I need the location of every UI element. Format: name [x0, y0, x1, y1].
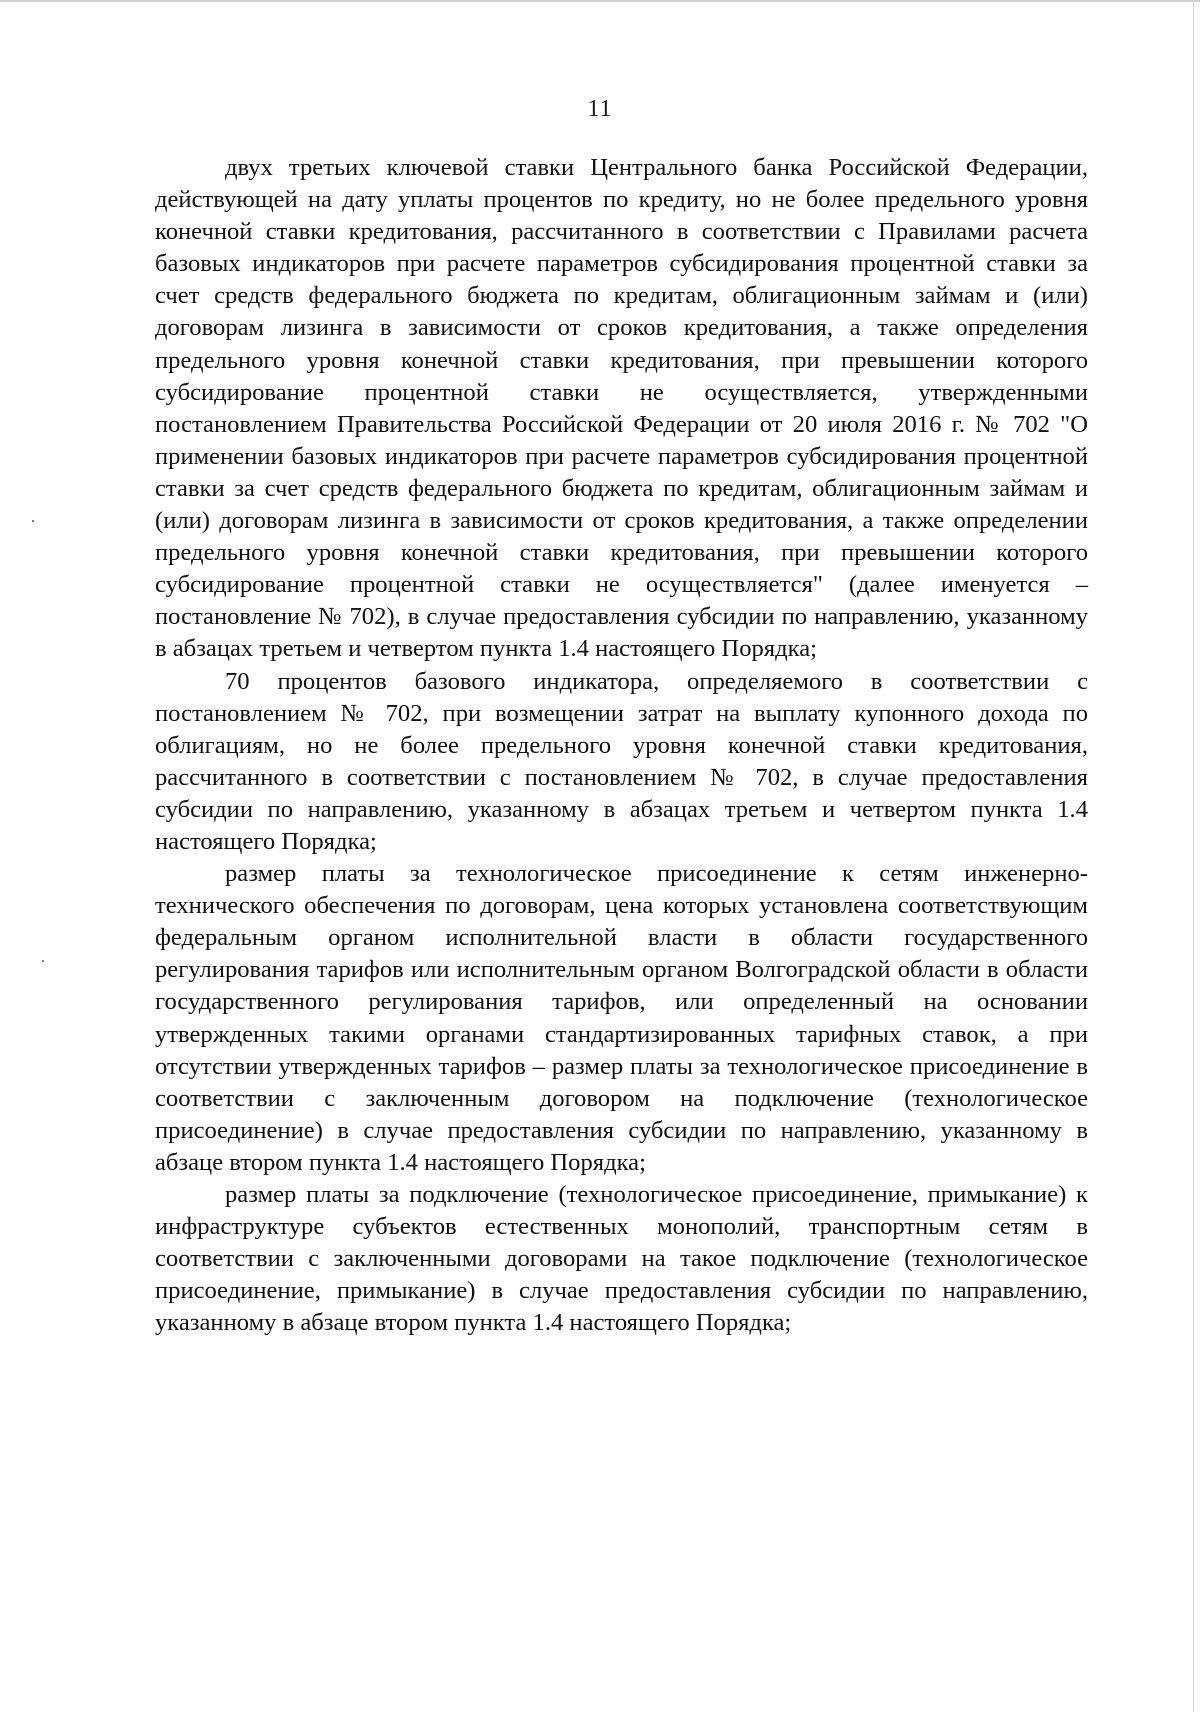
scan-speck [42, 960, 44, 962]
scan-top-edge [0, 0, 1200, 2]
paragraph-infrastructure-connection: размер платы за подключение (технологическое присоединение, примыкание) к инфраструктуре субъектов естественных монополий, транспортным сетям в соответствии с заключенными договорами на такое подключение (технологическое присоединение, примыкание) в случае предоставления субсидии по направлению, указанному в абзаце втором пункта 1.4 настоящего Порядка; [155, 1181, 1088, 1337]
page-number: 11 [587, 96, 613, 122]
paragraph-technological-connection: размер платы за технологическое присоединение к сетям инженерно-технического обеспечения по договорам, цена которых установлена соответствующим федеральным органом исполнительной власти в области государственного регулирования тарифов или исполнительным органом Волгоградской области в области государственного регулирования тарифов, или определенный на основании утвержденных такими органами стандартизированных тарифных ставок, а при отсутствии утвержденных тарифов – размер платы за технологическое присоединение в соответствии с заключенным договором на подключение (технологическое присоединение) в случае предоставления субсидии по направлению, указанному в абзаце втором пункта 1.4 настоящего Порядка; [155, 860, 1088, 1176]
paragraph-coupon-income: 70 процентов базового индикатора, определяемого в соответствии с постановлением № 702, при возмещении затрат на выплату купонного дохода по облигациям, но не более предельного уровня конечной ставки кредитования, рассчитанного в соответствии с постановлением № 702, в случае предоставления субсидии по направлению, указанному в абзацах третьем и четвертом пункта 1.4 настоящего Порядка; [155, 667, 1088, 855]
scan-right-edge [1193, 0, 1194, 1712]
document-body [155, 152, 1088, 1339]
scan-speck [32, 520, 34, 522]
paragraph-base-rate: двух третьих ключевой ставки Центрального банка Российской Федерации, действующей на дату уплаты процентов по кредиту, но не более предельного уровня конечной ставки кредитования, рассчитанного в соответствии с Правилами расчета базовых индикаторов при расчете параметров субсидирования процентной ставки за счет средств федерального бюджета по кредитам, облигационным займам и (или) договорам лизинга в зависимости от сроков кредитования, а также определения предельного уровня конечной ставки кредитования, при превышении которого субсидирование процентной ставки не осуществляется, утвержденными постановлением Правительства Российской Федерации от 20 июля 2016 г. № 702 "О применении базовых индикаторов при расчете параметров субсидирования процентной ставки за счет средств федерального бюджета по кредитам, облигационным займам и (или) договорам лизинга в зависимости от сроков кредитования, а также определении предельного уровня конечной ставки кредитования, при превышении которого субсидирование процентной ставки не осуществляется" (далее именуется – постановление № 702), в случае предоставления субсидии по направлению, указанному в абзацах третьем и четвертом пункта 1.4 настоящего Порядка; [155, 154, 1088, 663]
